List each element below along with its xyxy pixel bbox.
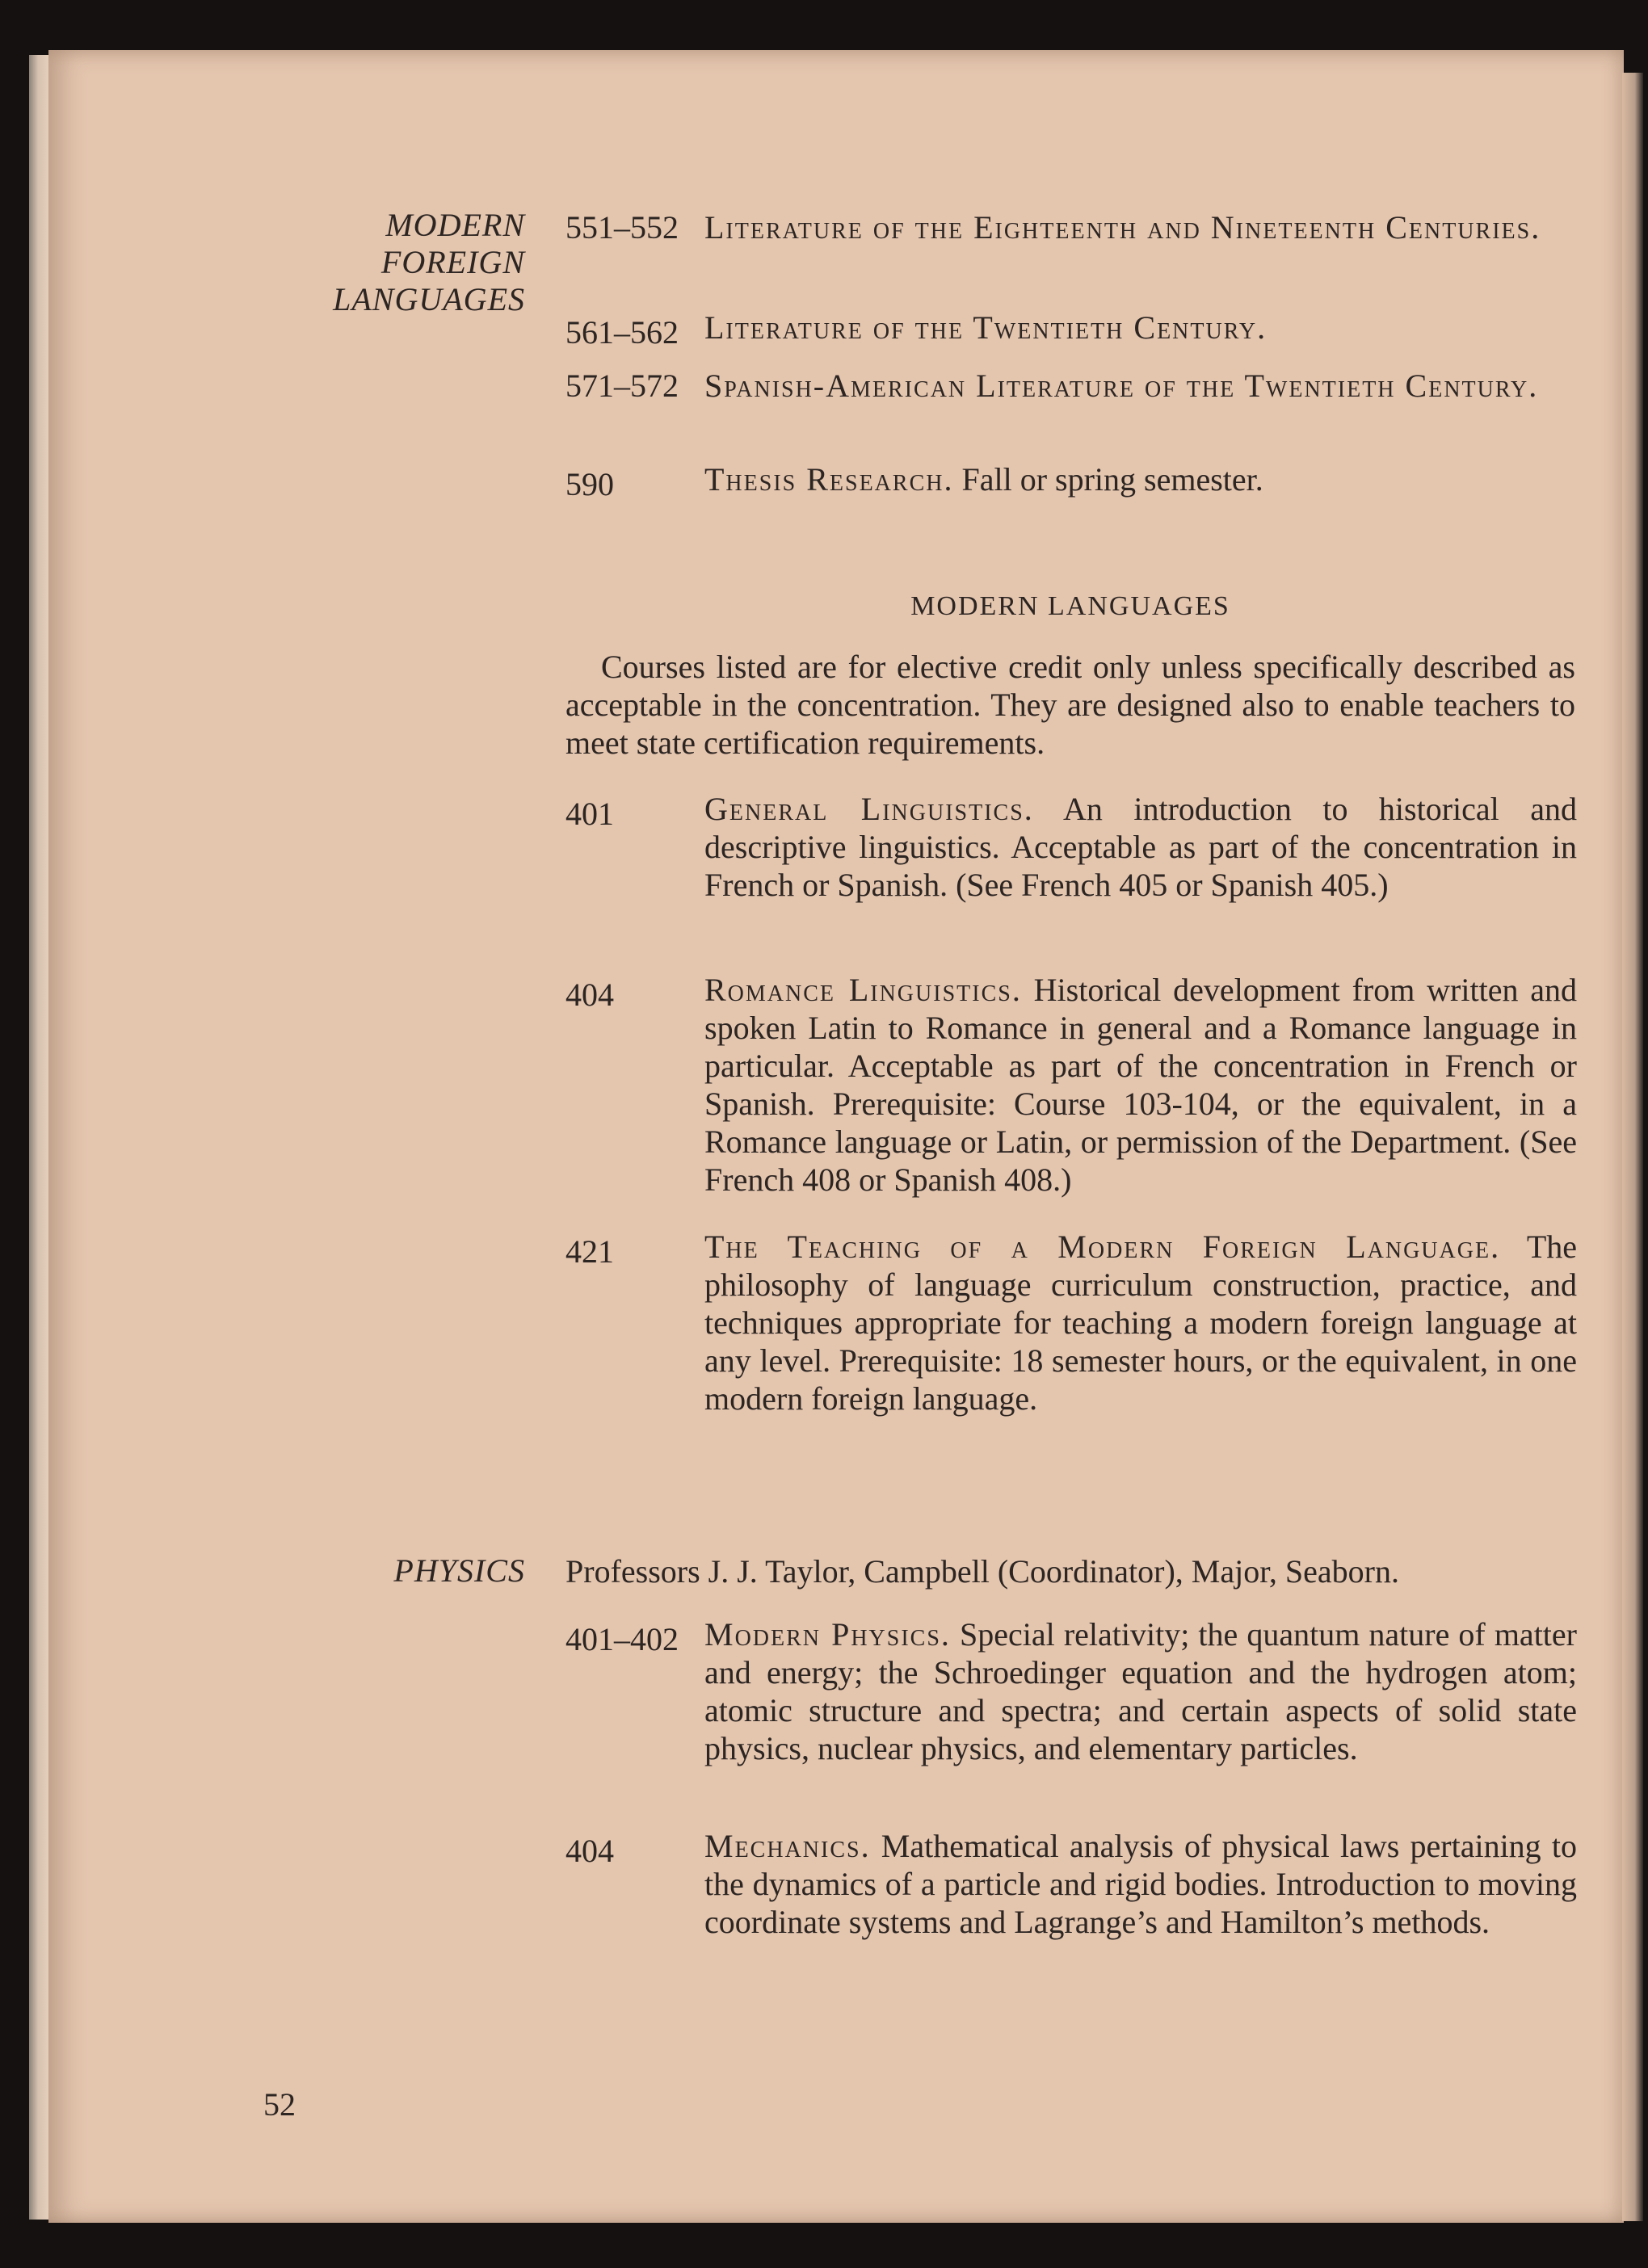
section-intro: Courses listed are for elective credit only unless specifically described as acceptable in the concentration. They are designed also to enable teachers to meet state certification requirements. xyxy=(565,649,1575,761)
course-entry xyxy=(704,971,1577,1199)
course-title: Literature of the Twentieth Century. xyxy=(704,309,1268,346)
course-entry xyxy=(704,1827,1577,1941)
course-number: 401–402 xyxy=(565,1621,679,1657)
course-number: 404 xyxy=(565,1833,614,1869)
course-description: Mathematical analysis of physical laws pertaining to the dynamics of a particle and rigid bodies. Introduction to moving coordinate systems and Lagrange’s and Hamilton’s methods. xyxy=(704,1828,1577,1940)
course-entry xyxy=(704,309,1577,346)
course-number: 571–572 xyxy=(565,368,679,404)
course-title: Spanish-American Literature of the Twentieth Century. xyxy=(704,368,1539,404)
course-title: General Linguistics. xyxy=(704,791,1034,827)
course-title: Literature of the Eighteenth and Nineteenth Centuries. xyxy=(704,209,1541,246)
section-heading: MODERN LANGUAGES xyxy=(910,591,1230,621)
margin-heading-physics: PHYSICS xyxy=(393,1552,525,1589)
course-number: 401 xyxy=(565,796,614,832)
course-entry xyxy=(704,460,1577,498)
course-description: Historical development from written and spoken Latin to Romance in general and a Romance language in particular. Acceptable as part of the concentration in French or Spanish. Prerequisite: Course 103-104, or the equivalent, in a Romance language or Latin, or permission of the Department. (See French 408 or Spanish 408.) xyxy=(704,972,1578,1198)
margin-heading-line: MODERN xyxy=(385,207,525,243)
page-number: 52 xyxy=(263,2086,296,2123)
course-title: Modern Physics. xyxy=(704,1616,951,1653)
course-title: The Teaching of a Modern Foreign Language. xyxy=(704,1228,1501,1265)
course-entry xyxy=(704,790,1577,904)
margin-heading-modern-foreign-languages xyxy=(226,207,525,318)
course-entry xyxy=(704,1228,1577,1418)
course-description: Special relativity; the quantum nature of matter and energy; the Schroedinger equation and the hydrogen atom; atomic structure and spectra; and certain aspects of solid state physics, nuclear physics, and elementary particles. xyxy=(704,1616,1577,1766)
course-number: 561–562 xyxy=(565,314,679,351)
course-number: 404 xyxy=(565,976,614,1013)
course-description: Fall or spring semester. xyxy=(961,461,1263,498)
course-number: 590 xyxy=(565,466,614,502)
course-title: Romance Linguistics. xyxy=(704,972,1022,1008)
course-entry xyxy=(704,1615,1577,1767)
course-number: 421 xyxy=(565,1233,614,1270)
course-entry xyxy=(704,367,1577,405)
course-title: Mechanics. xyxy=(704,1828,871,1864)
margin-heading-line: FOREIGN xyxy=(380,244,525,280)
course-number: 551–552 xyxy=(565,209,679,246)
page-edge-right xyxy=(1622,73,1643,2221)
margin-heading-line: LANGUAGES xyxy=(333,281,525,317)
faculty-list: Professors J. J. Taylor, Campbell (Coordinator), Major, Seaborn. xyxy=(565,1553,1399,1590)
course-entry xyxy=(704,208,1577,246)
course-title: Thesis Research. xyxy=(704,461,954,498)
course-description: An introduction to historical and descriptive linguistics. Acceptable as part of the concentration in French or Spanish. (See French 405 or Spanish 405.) xyxy=(704,791,1577,903)
course-description: The philosophy of language curriculum construction, practice, and techniques appropriate for teaching a modern foreign language at any level. Prerequisite: 18 semester hours, or the equivalent, in one modern foreign language. xyxy=(704,1228,1577,1417)
